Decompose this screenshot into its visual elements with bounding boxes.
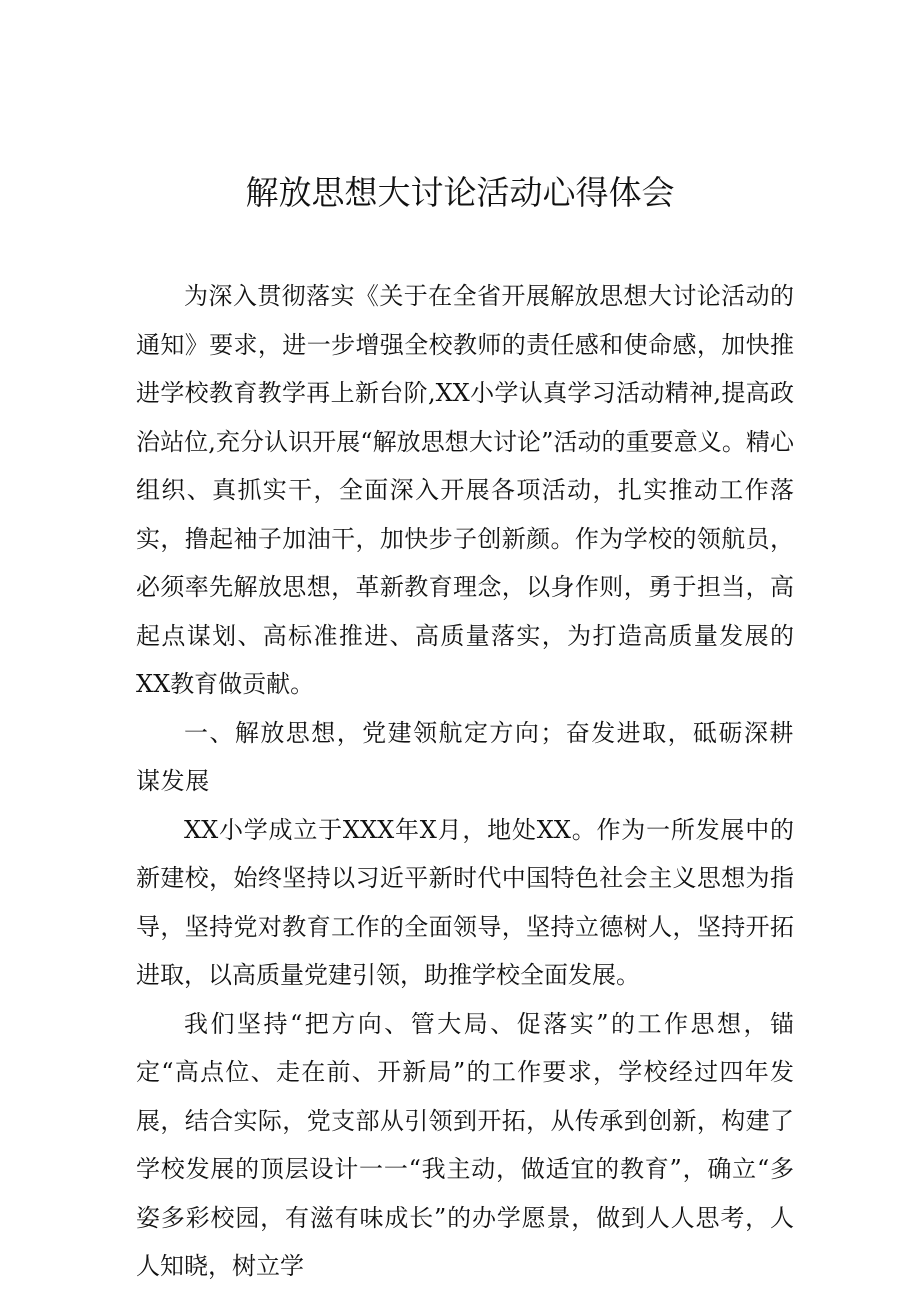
section-1-paragraph-1: XX小学成立于XXX年X月，地处XX。作为一所发展中的新建校，始终坚持以习近平新时代中国特色社会主义思想为指导，坚持党对教育工作的全面领导，坚持立德树人，坚持开拓进取，以高质量党建引领，助推学校全面发展。 xyxy=(136,815,794,989)
document-title: 解放思想大讨论活动心得体会 xyxy=(245,173,675,212)
intro-paragraph: 为深入贯彻落实《关于在全省开展解放思想大讨论活动的通知》要求，进一步增强全校教师的责任感和使命感，加快推进学校教育教学再上新台阶,XX小学认真学习活动精神,提高政治站位,充分认识开展“解放思想大讨论”活动的重要意义。精心组织、真抓实干，全面深入开展各项活动，扎实推动工作落实，撸起袖子加油干，加快步子创新颜。作为学校的领航员，必须率先解放思想，革新教育理念，以身作则，勇于担当，高起点谋划、高标准推进、高质量落实，为打造高质量发展的XX教育做贡献。 xyxy=(136,282,794,698)
section-1-heading: 一、解放思想，党建领航定方向；奋发进取，砥砺深耕谋发展 xyxy=(136,718,794,795)
section-1-paragraph-2: 我们坚持“把方向、管大局、促落实”的工作思想，锚定“高点位、走在前、开新局”的工作要求，学校经过四年发展，结合实际，党支部从引领到开拓，从传承到创新，构建了学校发展的顶层设计一一“我主动，做适宜的教育”，确立“多姿多彩校园，有滋有味成长”的办学愿景，做到人人思考，人人知晓，树立学 xyxy=(136,1009,794,1280)
document-body xyxy=(136,272,794,1291)
